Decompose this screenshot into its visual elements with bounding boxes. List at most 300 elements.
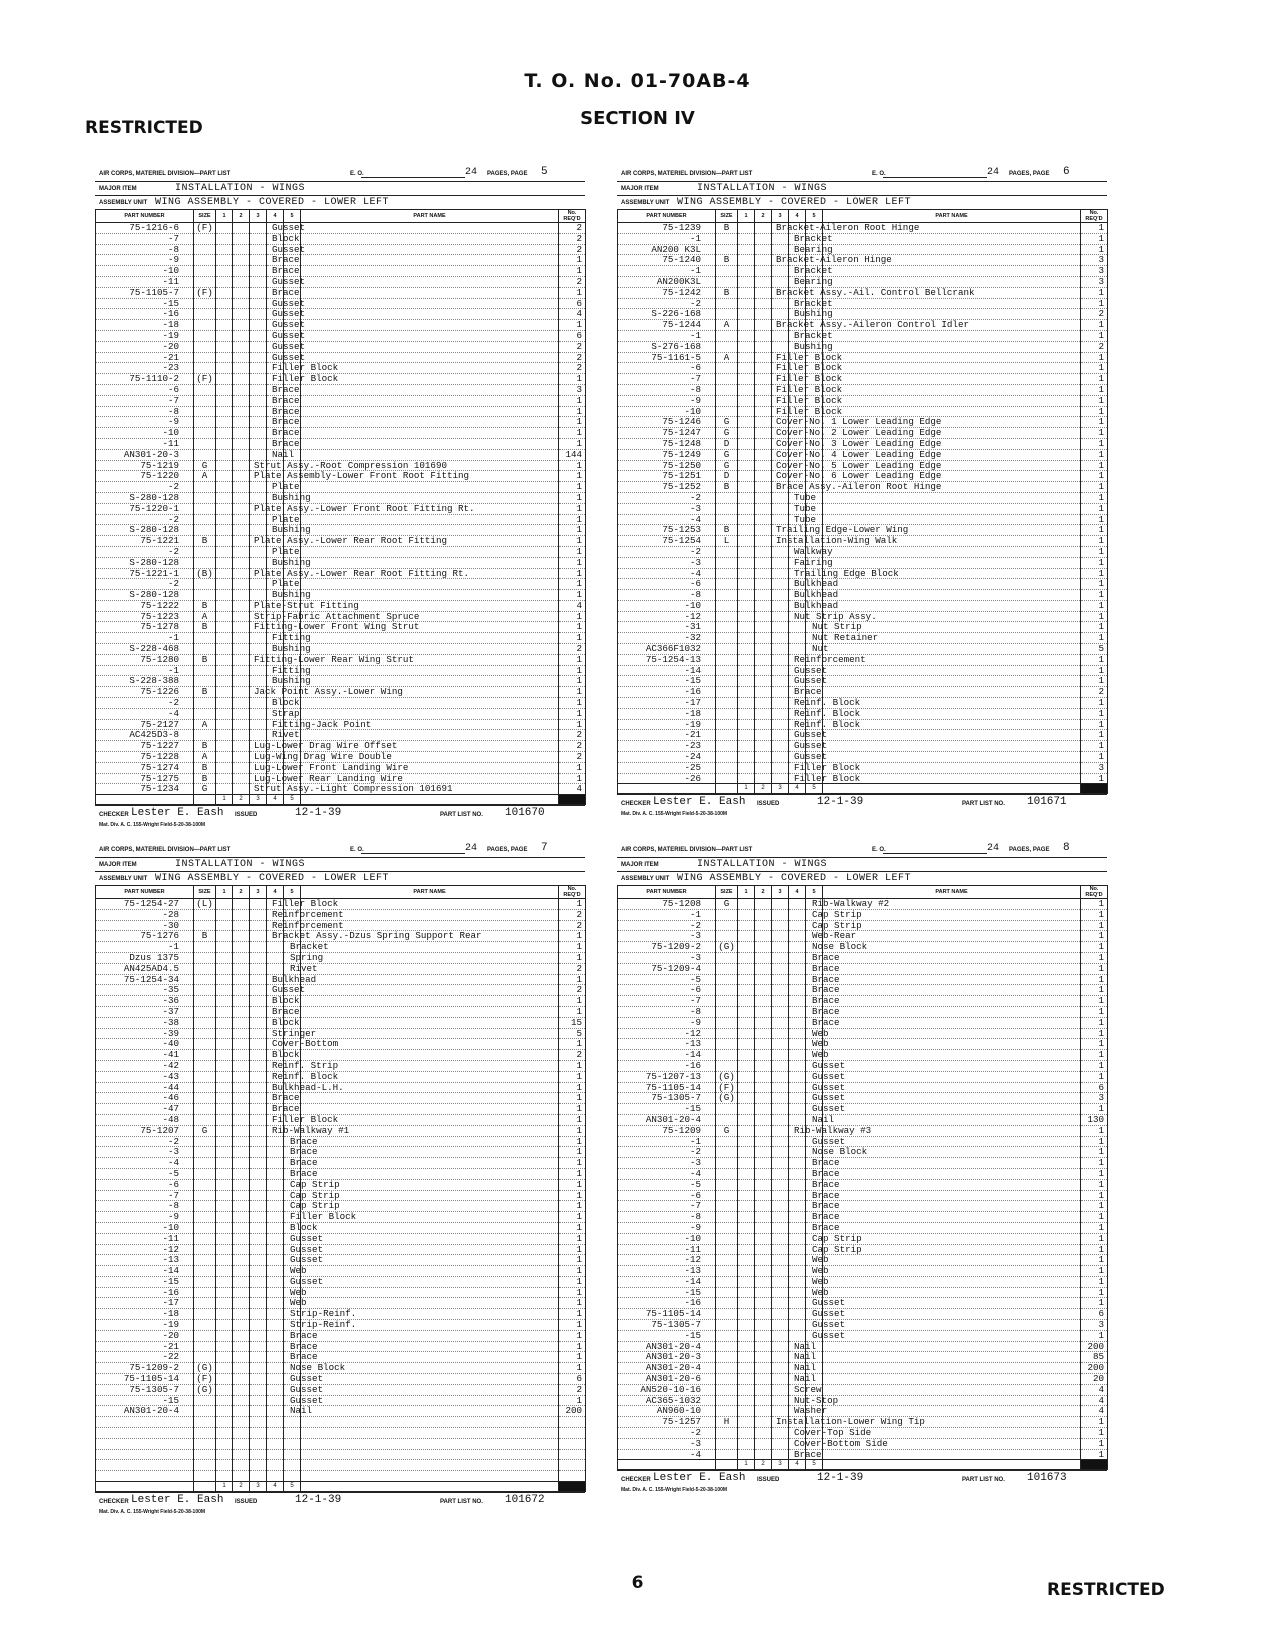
part-name: Gusset	[812, 1297, 846, 1309]
level-1-cell	[738, 1384, 755, 1395]
quantity: 1	[1081, 996, 1108, 1007]
part-number: 75-1254-13	[618, 654, 716, 665]
quantity: 2	[559, 963, 586, 974]
quantity: 1	[1081, 492, 1108, 503]
level-1-cell	[216, 952, 233, 963]
level-1-cell	[738, 1276, 755, 1287]
table-row	[96, 503, 586, 514]
size-code	[716, 676, 738, 687]
level-2-cell	[233, 471, 250, 482]
table-row	[96, 471, 586, 482]
table-row	[96, 374, 586, 385]
level-1-cell	[738, 996, 755, 1007]
part-number: 75-1226	[96, 687, 194, 698]
major-item-row	[95, 858, 585, 871]
level-1-cell	[216, 633, 233, 644]
quantity-header: No. REQ'D	[559, 886, 586, 899]
part-name: Gusset	[794, 664, 828, 676]
issued-date: 12-1-39	[295, 1494, 342, 1507]
level-3-cell	[772, 1167, 840, 1179]
major-item-label: MAJOR ITEM	[99, 862, 137, 868]
level-2-cell	[755, 741, 772, 752]
level-2-cell	[755, 974, 772, 985]
part-name: Block	[272, 232, 300, 244]
name-cell	[301, 374, 559, 385]
level-4-cell	[267, 1374, 284, 1385]
level-1-cell	[738, 622, 755, 633]
part-name: Bracket-Aileron Root Hinge	[776, 222, 920, 233]
part-name: Strut Assy.-Light Compression 101691	[254, 783, 453, 795]
part-name: Lug-Lower Drag Wire Offset	[254, 740, 398, 752]
part-number: -28	[96, 909, 194, 920]
quantity: 1	[1081, 482, 1108, 493]
level-3-cell	[772, 908, 862, 920]
name-cell	[823, 546, 1081, 557]
level-2-cell	[233, 1438, 250, 1449]
quantity: 1	[559, 428, 586, 439]
quantity: 1	[1081, 985, 1108, 996]
part-name: Reinf. Block	[794, 697, 861, 709]
level-3-cell	[250, 1351, 318, 1363]
column-4-header: 4	[789, 210, 806, 223]
table-row	[618, 1276, 1108, 1287]
level-4-cell	[267, 1233, 284, 1244]
eo-label: E. O.	[350, 847, 364, 853]
table-row	[618, 1179, 1108, 1190]
level-4-cell	[789, 909, 806, 920]
agency-label: AIR CORPS, MATERIEL DIVISION—PART LIST	[621, 171, 753, 177]
quantity: 2	[559, 752, 586, 763]
level-4-cell	[267, 1158, 284, 1169]
part-number: -6	[618, 1190, 716, 1201]
name-cell	[301, 492, 559, 503]
level-3-cell	[250, 535, 447, 547]
part-number: 75-1234	[96, 784, 194, 795]
part-number: 75-1305-7	[96, 1384, 194, 1395]
level-3-cell	[772, 1416, 925, 1428]
quantity: 1	[1081, 654, 1108, 665]
quantity: 1	[1081, 1276, 1108, 1287]
name-cell	[301, 363, 559, 374]
level-2-cell	[233, 1071, 250, 1082]
table-row	[618, 341, 1108, 352]
table-row	[96, 741, 586, 752]
size-code: B	[194, 600, 216, 611]
part-number: -10	[96, 266, 194, 277]
level-2-cell	[755, 1406, 772, 1417]
name-cell	[301, 1028, 559, 1039]
level-2-cell	[755, 568, 772, 579]
name-cell	[301, 244, 559, 255]
level-4-cell	[267, 1222, 284, 1233]
name-cell	[823, 1276, 1081, 1287]
level-2-cell	[755, 1309, 772, 1320]
size-code	[716, 1104, 738, 1115]
level-1-cell	[738, 1017, 755, 1028]
level-3-cell	[250, 1146, 318, 1158]
table-row	[618, 1039, 1108, 1050]
level-3-cell	[772, 1351, 817, 1363]
quantity: 2	[559, 730, 586, 741]
quantity: 5	[559, 1028, 586, 1039]
table-footer-row	[618, 1460, 1108, 1470]
size-code: (F)	[194, 374, 216, 385]
part-number: -15	[618, 1287, 716, 1298]
size-code	[716, 1158, 738, 1169]
part-name: Trailing Edge-Lower Wing	[776, 524, 909, 536]
level-4-cell	[267, 1266, 284, 1277]
name-cell	[301, 1298, 559, 1309]
level-3-cell	[772, 470, 942, 482]
level-3-cell	[250, 632, 311, 644]
footer-black-box	[1081, 784, 1108, 794]
part-number: AN425AD4.5	[96, 963, 194, 974]
table-row	[618, 654, 1108, 665]
quantity: 1	[1081, 942, 1108, 953]
quantity: 1	[1081, 352, 1108, 363]
assembly-unit-value: WING ASSEMBLY - COVERED - LOWER LEFT	[677, 197, 912, 208]
part-name: Web	[290, 1286, 307, 1298]
level-2-cell	[755, 1093, 772, 1104]
level-3-cell	[250, 740, 398, 752]
part-name: Brace	[812, 1211, 840, 1223]
name-cell	[823, 298, 1081, 309]
level-2-cell	[233, 1309, 250, 1320]
level-2-cell	[755, 644, 772, 655]
quantity: 1	[559, 1212, 586, 1223]
printer-imprint: Mat. Div. A. C. 155-Wright Field-5-20-38-100M	[99, 822, 206, 829]
level-2-cell	[233, 1212, 250, 1223]
level-1-cell	[738, 1233, 755, 1244]
level-3-cell	[772, 610, 877, 622]
level-4-cell	[789, 1017, 806, 1028]
level-1-cell	[738, 1438, 755, 1449]
size-code	[194, 438, 216, 449]
part-name: Bearing	[794, 243, 833, 255]
level-2-cell	[755, 730, 772, 741]
name-cell	[301, 341, 559, 352]
level-1-cell	[216, 1168, 233, 1179]
size-code	[716, 1320, 738, 1331]
size-code	[716, 931, 738, 942]
name-cell	[823, 708, 1081, 719]
level-1-cell	[216, 974, 233, 985]
issued-label: ISSUED	[235, 1499, 258, 1506]
level-3-cell	[772, 1200, 840, 1212]
size-code	[716, 1384, 738, 1395]
part-number: -16	[96, 1287, 194, 1298]
level-1-cell	[738, 1093, 755, 1104]
table-row	[618, 244, 1108, 255]
major-item-value: INSTALLATION - WINGS	[175, 183, 306, 194]
name-cell	[301, 546, 559, 557]
part-number: 75-1216-6	[96, 223, 194, 234]
issued-label: ISSUED	[757, 801, 780, 808]
part-number: -7	[618, 1201, 716, 1212]
size-code	[194, 276, 216, 287]
table-row	[96, 1395, 586, 1406]
footer-blank	[194, 795, 216, 805]
part-name: Nose Block	[290, 1362, 346, 1374]
footer-column-number: 5	[284, 1482, 301, 1492]
quantity	[559, 1449, 586, 1460]
table-row	[618, 1006, 1108, 1017]
size-code: A	[194, 471, 216, 482]
quantity: 1	[1081, 1244, 1108, 1255]
table-row	[618, 644, 1108, 655]
quantity	[559, 1417, 586, 1428]
part-number: -1	[96, 665, 194, 676]
level-1-cell	[738, 741, 755, 752]
table-row	[96, 363, 586, 374]
quantity: 1	[1081, 676, 1108, 687]
part-number: -36	[96, 996, 194, 1007]
quantity: 1	[559, 698, 586, 709]
level-2-cell	[233, 320, 250, 331]
level-1-cell	[216, 1287, 233, 1298]
level-1-cell	[216, 931, 233, 942]
part-number: -16	[618, 1060, 716, 1071]
level-4-cell	[267, 1201, 284, 1212]
level-2-cell	[755, 1212, 772, 1223]
footer-column-number: 3	[772, 784, 789, 794]
level-3-cell	[250, 1081, 344, 1093]
quantity: 1	[1081, 1039, 1108, 1050]
part-number: -4	[618, 568, 716, 579]
table-row	[618, 1244, 1108, 1255]
part-name: Fitting	[272, 632, 311, 644]
part-name: Plate Assy.-Lower Rear Root Fitting	[254, 535, 447, 547]
footer-column-number: 1	[216, 795, 233, 805]
table-row	[96, 1374, 586, 1385]
level-3-cell	[772, 1211, 840, 1223]
quantity-header: No. REQ'D	[559, 210, 586, 223]
size-code	[194, 996, 216, 1007]
quantity: 2	[1081, 309, 1108, 320]
part-name: Brace	[290, 1135, 318, 1147]
level-2-cell	[233, 899, 250, 910]
pages-count: 24	[465, 167, 478, 178]
level-2-cell	[755, 503, 772, 514]
table-row	[618, 1104, 1108, 1115]
level-2-cell	[233, 1276, 250, 1287]
quantity: 1	[1081, 1330, 1108, 1341]
level-1-cell	[738, 665, 755, 676]
level-1-cell	[216, 482, 233, 493]
part-number: -21	[96, 1341, 194, 1352]
level-3-cell	[250, 362, 339, 374]
level-3-cell	[250, 437, 300, 449]
table-footer-row	[618, 784, 1108, 794]
part-name: Filler Block	[272, 898, 339, 909]
level-1-cell	[738, 931, 755, 942]
part-number: -8	[96, 406, 194, 417]
table-header-row	[618, 210, 1108, 223]
level-3-cell	[772, 308, 833, 320]
quantity: 1	[1081, 952, 1108, 963]
level-3-cell	[772, 1016, 840, 1028]
table-row	[96, 352, 586, 363]
table-row	[618, 1374, 1108, 1385]
level-4-cell	[267, 1298, 284, 1309]
part-number: 75-1251	[618, 471, 716, 482]
level-2-cell	[233, 514, 250, 525]
part-number: -10	[618, 600, 716, 611]
part-name: Brace	[290, 1167, 318, 1179]
level-1-cell	[216, 330, 233, 341]
size-code: G	[194, 784, 216, 795]
level-2-cell	[233, 1233, 250, 1244]
part-number: 75-1239	[618, 223, 716, 234]
part-name: Gusset	[812, 1059, 846, 1071]
part-number: -7	[96, 1190, 194, 1201]
level-4-cell	[267, 1147, 284, 1158]
level-1-cell	[216, 698, 233, 709]
size-code	[716, 687, 738, 698]
size-code: B	[194, 741, 216, 752]
quantity: 3	[1081, 266, 1108, 277]
level-2-cell	[755, 1190, 772, 1201]
name-cell	[823, 644, 1081, 655]
name-cell	[823, 341, 1081, 352]
part-number: 75-1223	[96, 611, 194, 622]
size-code	[194, 676, 216, 687]
size-code	[194, 1071, 216, 1082]
part-name: Plate Assy.-Lower Rear Root Fitting Rt.	[254, 567, 470, 579]
level-2-cell	[755, 762, 772, 773]
level-2-cell	[755, 952, 772, 963]
part-number: S-280-128	[96, 557, 194, 568]
level-1-cell	[216, 1147, 233, 1158]
part-name: Bracket	[290, 941, 329, 953]
part-number: 75-1105-14	[96, 1374, 194, 1385]
table-row	[96, 784, 586, 795]
part-number: -19	[96, 330, 194, 341]
size-code	[716, 1060, 738, 1071]
level-2-cell	[233, 1201, 250, 1212]
quantity: 1	[559, 719, 586, 730]
assembly-unit-row	[95, 196, 585, 209]
level-3-cell	[250, 686, 403, 698]
quantity: 2	[559, 244, 586, 255]
part-name: Brace	[272, 383, 300, 395]
level-2-cell	[233, 909, 250, 920]
level-3-cell	[772, 761, 861, 773]
part-number: -2	[618, 492, 716, 503]
level-1-cell	[216, 363, 233, 374]
level-1-cell	[738, 309, 755, 320]
size-code	[716, 1147, 738, 1158]
level-2-cell	[755, 1438, 772, 1449]
level-1-cell	[216, 1384, 233, 1395]
part-name: Gusset	[272, 340, 306, 352]
level-4-cell	[267, 1212, 284, 1223]
footer-blank	[301, 1482, 559, 1492]
eo-line	[883, 177, 987, 178]
part-name: Brace	[794, 1448, 822, 1460]
level-3-cell	[772, 1135, 846, 1147]
size-code: D	[716, 471, 738, 482]
name-cell	[301, 1233, 559, 1244]
quantity: 1	[559, 1114, 586, 1125]
table-row	[96, 1201, 586, 1212]
level-2-cell	[233, 1222, 250, 1233]
level-1-cell	[216, 428, 233, 439]
level-2-cell	[755, 1384, 772, 1395]
part-number: -2	[618, 298, 716, 309]
column-2-header: 2	[755, 886, 772, 899]
level-1-cell	[216, 773, 233, 784]
size-code	[194, 974, 216, 985]
level-1-cell	[216, 1114, 233, 1125]
part-number: -8	[618, 1006, 716, 1017]
checker-label: CHECKER	[99, 812, 129, 819]
quantity: 1	[559, 320, 586, 331]
quantity: 1	[1081, 374, 1108, 385]
table-row	[618, 1266, 1108, 1277]
level-2-cell	[755, 471, 772, 482]
level-2-cell	[755, 1114, 772, 1125]
level-3-cell	[250, 1297, 307, 1309]
quantity: 1	[559, 1071, 586, 1082]
part-number: 75-1220-1	[96, 503, 194, 514]
part-number: -2	[96, 514, 194, 525]
level-1-cell	[738, 1255, 755, 1266]
level-1-cell	[216, 1158, 233, 1169]
table-row	[618, 1212, 1108, 1223]
level-3-cell	[250, 772, 403, 784]
level-3-cell	[772, 984, 840, 996]
part-name: Reinf. Strip	[272, 1059, 339, 1071]
column-5-header: 5	[806, 886, 823, 899]
part-name: Washer	[794, 1405, 828, 1417]
footer-column-number: 5	[806, 784, 823, 794]
level-1-cell	[216, 1298, 233, 1309]
part-number: -8	[618, 590, 716, 601]
name-cell	[823, 1298, 1081, 1309]
quantity	[559, 1471, 586, 1482]
table-row	[96, 568, 586, 579]
level-1-cell	[738, 255, 755, 266]
size-code	[194, 417, 216, 428]
level-1-cell	[216, 492, 233, 503]
eo-label: E. O.	[872, 847, 886, 853]
level-2-cell	[755, 546, 772, 557]
major-item-row	[617, 182, 1107, 195]
table-row	[96, 514, 586, 525]
level-1-cell	[216, 665, 233, 676]
part-name: Web	[812, 1049, 829, 1061]
part-list-number-label: PART LIST NO.	[962, 801, 1005, 808]
checker-row	[95, 805, 585, 822]
name-cell	[823, 1395, 1081, 1406]
quantity: 1	[1081, 730, 1108, 741]
part-number: Dzus 1375	[96, 952, 194, 963]
level-1-cell	[216, 287, 233, 298]
level-3-cell	[772, 427, 942, 439]
level-4-cell	[789, 1050, 806, 1061]
level-3-cell	[250, 319, 306, 331]
size-code	[716, 1168, 738, 1179]
size-code	[716, 395, 738, 406]
table-row	[96, 1028, 586, 1039]
quantity: 1	[1081, 438, 1108, 449]
part-name: Gusset	[290, 1254, 324, 1266]
level-3-cell	[772, 919, 862, 931]
level-1-cell	[216, 276, 233, 287]
checker-label: CHECKER	[99, 1499, 129, 1506]
table-row	[96, 525, 586, 536]
